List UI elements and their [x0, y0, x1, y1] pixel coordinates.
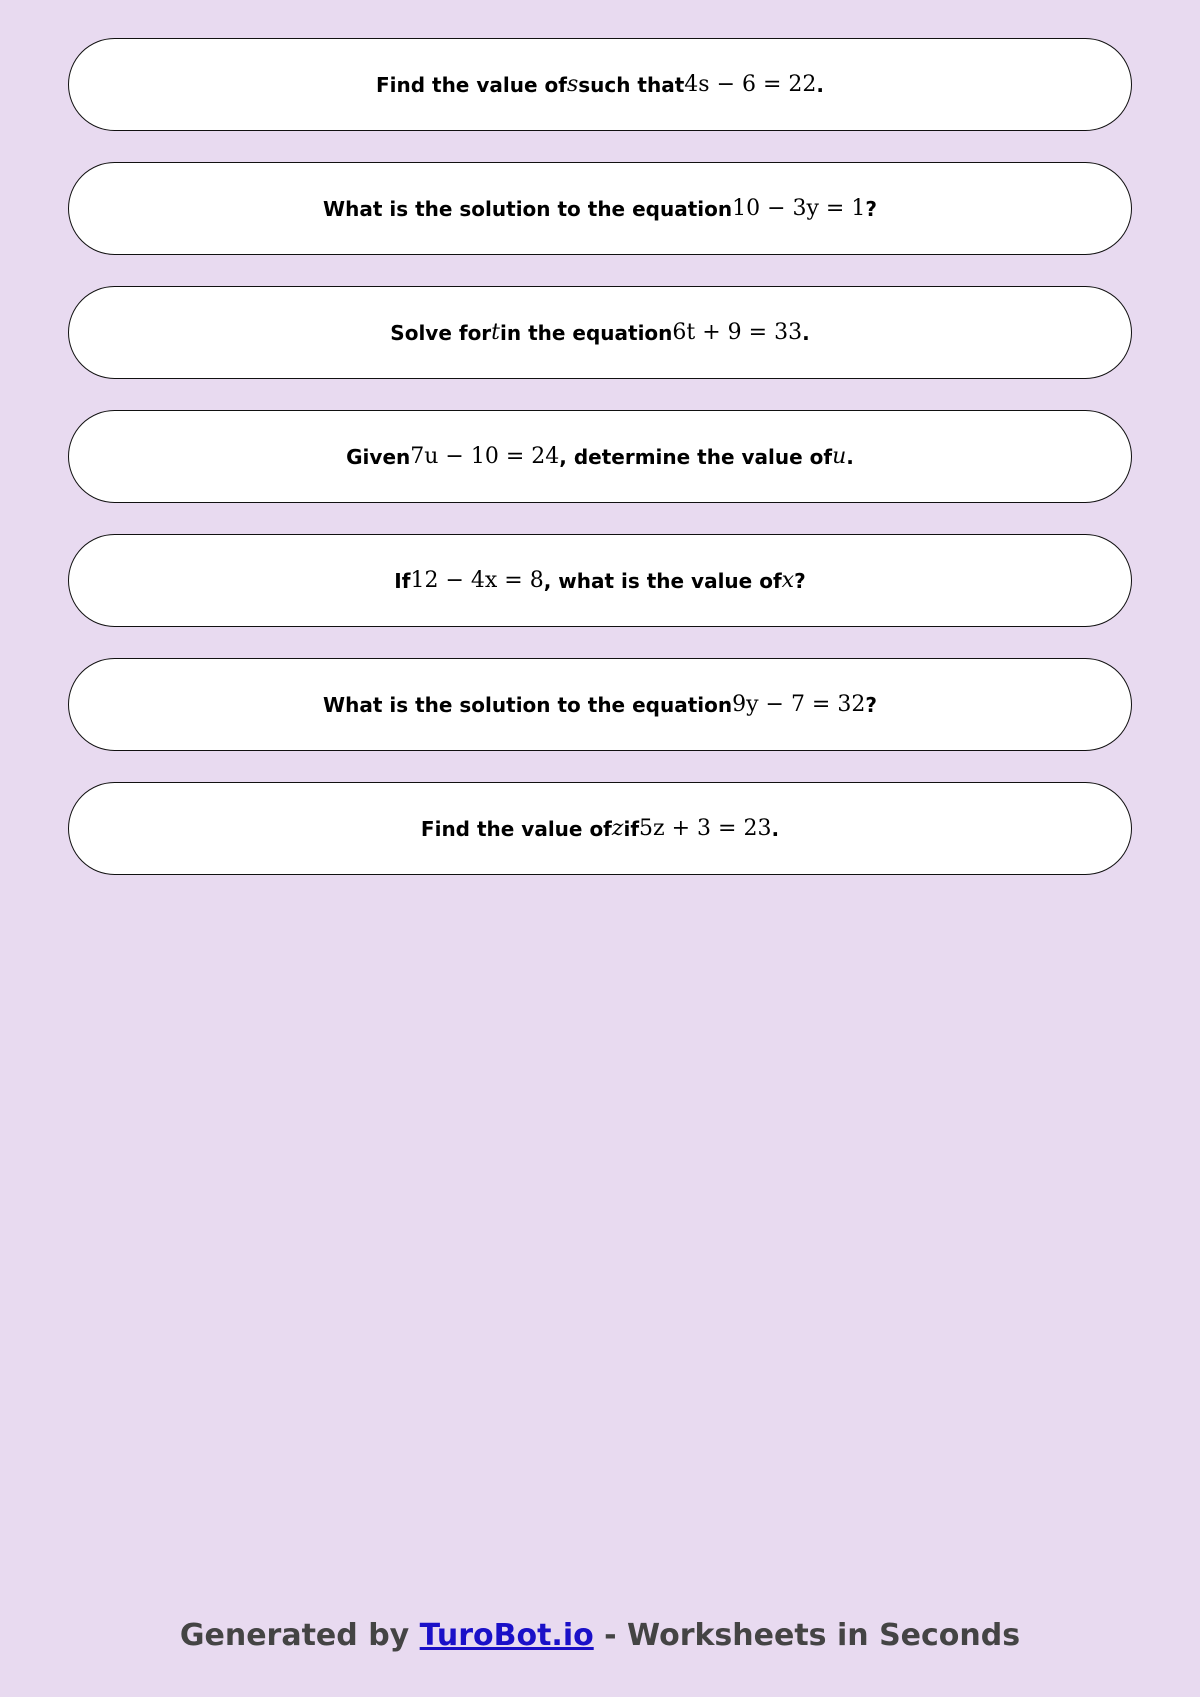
math-expression: 5z + 3 = 23	[639, 816, 772, 841]
question-text: , determine the value of	[559, 444, 833, 469]
question-text: If	[394, 568, 411, 593]
question-text: Solve for	[390, 320, 492, 345]
math-expression: 7u − 10 = 24	[410, 444, 560, 469]
question-text: if	[623, 816, 640, 841]
question-card	[68, 162, 1132, 255]
question-punctuation: .	[816, 72, 825, 97]
footer-prefix: Generated by	[179, 1618, 420, 1653]
math-expression: 10 − 3y = 1	[732, 196, 866, 221]
question-text: in the equation	[500, 320, 673, 345]
question-list	[68, 38, 1132, 906]
turobot-link[interactable]: TuroBot.io	[419, 1618, 594, 1653]
question-text: Find the value of	[420, 816, 612, 841]
question-punctuation: .	[771, 816, 780, 841]
footer-suffix: - Worksheets in Seconds	[593, 1618, 1021, 1653]
math-expression: 9y − 7 = 32	[732, 692, 866, 717]
question-punctuation: ?	[865, 692, 877, 717]
question-card	[68, 286, 1132, 379]
math-expression: t	[491, 320, 501, 345]
question-card	[68, 534, 1132, 627]
question-card	[68, 38, 1132, 131]
question-text: What is the solution to the equation	[323, 196, 733, 221]
question-card	[68, 658, 1132, 751]
question-punctuation: ?	[865, 196, 877, 221]
math-expression: z	[611, 816, 624, 841]
question-card	[68, 410, 1132, 503]
question-punctuation: ?	[794, 568, 806, 593]
math-expression: x	[781, 568, 795, 593]
math-expression: 4s − 6 = 22	[684, 72, 817, 97]
question-text: Given	[346, 444, 411, 469]
question-text: Find the value of	[375, 72, 567, 97]
question-card	[68, 782, 1132, 875]
question-punctuation: .	[802, 320, 810, 345]
math-expression: 6t + 9 = 33	[672, 320, 803, 345]
question-text: , what is the value of	[543, 568, 782, 593]
question-punctuation: .	[846, 444, 854, 469]
question-text: such that	[578, 72, 685, 97]
question-text: What is the solution to the equation	[323, 692, 733, 717]
footer	[0, 1618, 1200, 1653]
math-expression: s	[566, 72, 579, 97]
math-expression: u	[832, 444, 847, 469]
math-expression: 12 − 4x = 8	[410, 568, 544, 593]
